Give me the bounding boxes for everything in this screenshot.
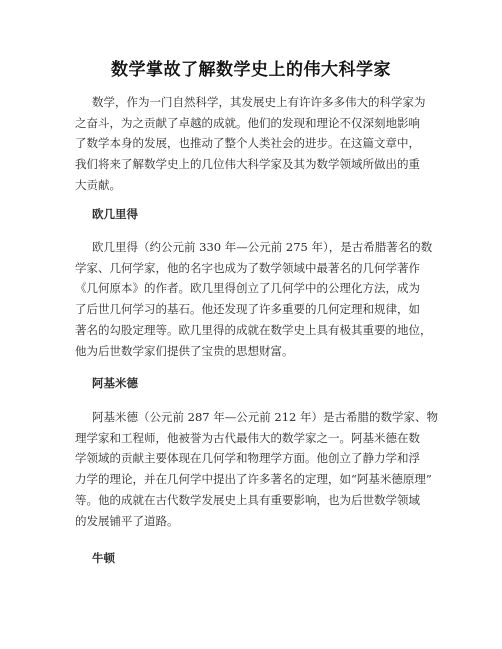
intro-line: 之奋斗，为之贡献了卓越的成就。他们的发现和理论不仅深刻地影响 [75,115,420,130]
intro-line: 我们将来了解数学史上的几位伟大科学家及其为数学领域所做出的重 [75,157,420,172]
euclid-line: 欧几里得（约公元前 330 年—公元前 275 年），是古希腊著名的数 [92,240,433,254]
archimedes-line: 学领域的贡献主要体现在几何学和物理学方面。他创立了静力学和浮 [75,451,420,466]
intro-line: 大贡献。 [75,177,121,192]
document-title: 数学掌故了解数学史上的伟大科学家 [111,60,391,80]
euclid-line: 《几何原本》的作者。欧几里得创立了几何学中的公理化方法，成为 [75,281,420,296]
euclid-line: 学家、几何学家，他的名字也成为了数学领域中最著名的几何学著作 [75,260,420,275]
euclid-line: 他为后世数学家们提供了宝贵的思想财富。 [75,343,294,358]
euclid-line: 了后世几何学习的基石。他还发现了许多重要的几何定理和规律，如 [75,302,420,317]
archimedes-line: 的发展铺平了道路。 [75,513,179,528]
archimedes-line: 阿基米德（公元前 287 年—公元前 212 年）是古希腊的数学家、物 [92,410,439,424]
euclid-line: 著名的勾股定理等。欧几里得的成就在数学史上具有极其重要的地位， [75,322,432,337]
section-heading-archimedes: 阿基米德 [92,376,138,390]
intro-paragraph [75,92,445,196]
intro-line: 了数学本身的发展，也推动了整个人类社会的进步。在这篇文章中， [75,136,420,151]
archimedes-line: 等。他的成就在古代数学发展史上具有重要影响，也为后世数学领域 [75,492,420,507]
archimedes-paragraph [75,407,445,531]
section-heading-newton: 牛顿 [92,551,115,565]
intro-line: 数学，作为一门自然科学，其发展史上有许许多多伟大的科学家为 [92,95,426,109]
section-heading-euclid: 欧几里得 [92,207,138,221]
archimedes-line: 力学的理论，并在几何学中提出了许多著名的定理，如“阿基米德原理” [75,472,432,487]
euclid-paragraph [75,237,445,361]
archimedes-line: 理学家和工程师，他被誉为古代最伟大的数学家之一。阿基米德在数 [75,430,420,445]
